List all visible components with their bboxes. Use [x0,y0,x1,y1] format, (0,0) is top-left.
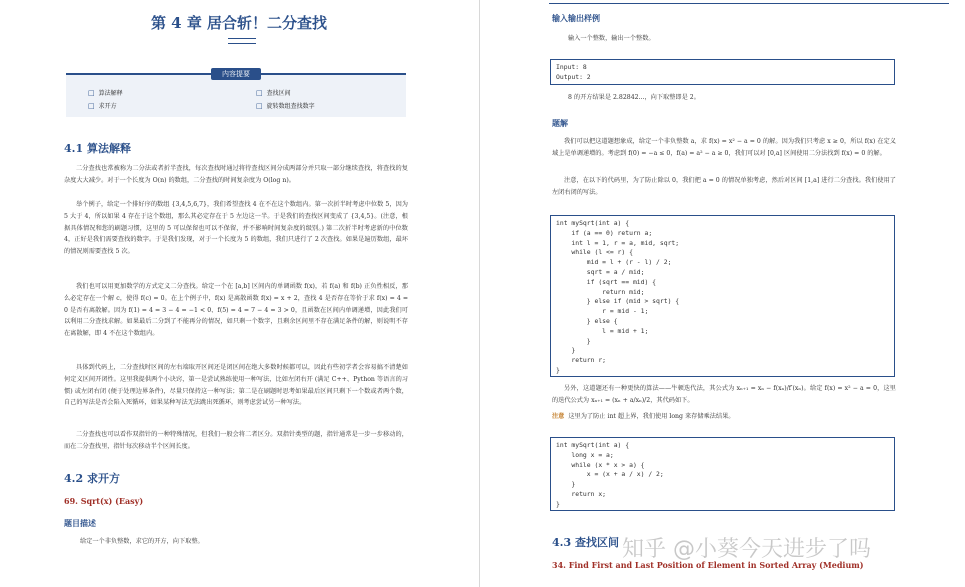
code-line: x = (x + a / x) / 2; [556,470,664,479]
contents-item: □ 算法解释 [88,88,123,97]
title-ornament [228,38,256,44]
io-example-box [550,59,895,85]
note-label: 注意 [552,413,565,420]
left-page [0,0,478,587]
code-line: r = mid - 1; [556,307,649,316]
problem-description: 给定一个非负整数，求它的开方，向下取整。 [80,538,204,545]
code-line: return mid; [556,287,645,296]
code-line: int l = 1, r = a, mid, sqrt; [556,238,680,247]
note-text: 这里为了防止 int 超上界，我们使用 long 来存储乘法结果。 [568,413,735,420]
sub-heading: 输入输出样例 [552,13,600,23]
contents-item: □ 旋转数组查找数字 [256,101,315,110]
problem-title: 69. Sqrt(x) (Easy) [64,496,144,506]
code-line: } [556,336,591,345]
io-text: 输入一个整数，输出一个整数。 [568,35,655,42]
contents-item: □ 求开方 [88,101,117,110]
chapter-title: 第 4 章 居合斩！二分查找 [150,14,328,32]
sub-heading: 题解 [552,118,568,128]
code-line: int mySqrt(int a) { [556,219,630,227]
code-line: long x = a; [556,450,614,459]
code-line: } else { [556,316,618,325]
watermark: 知乎 @小葵今天进步了吗 [622,537,871,562]
top-rule [549,3,949,4]
contents-item: □ 查找区间 [256,88,291,97]
code-line: return x; [556,489,607,498]
code-line: sqrt = a / mid; [556,267,645,276]
code-line: Output: 2 [556,72,591,81]
paragraph: 二分查找也常被称为二分法或者折半查找，每次查找时通过将待查找区间分成两部分并只取一部分继续查找，将查找的复杂度大大减少。对于一个长度为 O(n) 的数组，二分查找的时间复杂度为 O(log n)。 [64,165,408,184]
code-line: Input: 8 [556,63,587,71]
contents-tag: 内容提要 [211,68,261,80]
code-line: l = mid + 1; [556,326,649,335]
code-line: mid = l + (r - l) / 2; [556,258,672,267]
code-line: if (a == 0) return a; [556,228,653,237]
code-line: while (x * x > a) { [556,460,645,469]
code-line: if (sqrt == mid) { [556,277,657,286]
code-line: } else if (mid > sqrt) { [556,297,680,306]
code-block-binary-search [550,215,895,377]
code-line: } [556,365,560,374]
right-page [479,0,965,587]
note [552,411,896,420]
paragraph: 二分查找也可以看作双指针的一种特殊情况，但我们一般会将二者区分。双指针类型的题，指针通常是一步一步移动的，而在二分查找里，指针每次移动半个区间长度。 [64,431,408,450]
code-line: int mySqrt(int a) { [556,441,630,449]
section-heading: 4.2 求开方 [64,472,120,485]
problem-title: 34. Find First and Last Position of Element in Sorted Array (Medium) [552,560,864,570]
code-line: return r; [556,356,607,365]
code-line: } [556,499,560,508]
paragraph: 注意，在以下的代码里，为了防止除以 0，我们把 a = 0 的情况单独考虑，然后对区间 [1,a] 进行二分查找。我们使用了左闭右闭的写法。 [552,177,896,196]
paragraph: 我们也可以用更加数学的方式定义二分查找。给定一个在 [a,b] 区间内的单调函数 f(x)，若 f(a) 和 f(b) 正负性相反，那么必定存在一个解 c，使得 f(c) = 0。在上个例子中，f(x) 是离散函数 f(x) = x + 2，查找 4 是否存在等价于求 f(x) = 4 = 0 是否有离散解。因为 f(1) = 4 = 3 − 4 = −1 < 0、f(5) = 4 = 7 − 4 = 3 > 0，且函数在区间内单调递增，因此我们可以利用二分查找求解。如果最后二分到了不能再分的情况，如只剩一个数字，且剩余区间里不存在满足条件的解，则说明不存在离散解，即 4 不在这个数组内。 [64,283,408,338]
paragraph: 举个例子，给定一个排好序的数组 {3,4,5,6,7}，我们希望查找 4 在不在这个数组内。第一次折半时考虑中位数 5，因为 5 大于 4，所以如果 4 存在于这个数组，那么其必定存在于 5 左边这一半。于是我们的查找区间变成了 {3,4,5}。(注意，根据具体情况和您的刷题习惯，这里的 5 可以保留也可以不保留，并不影响时间复杂度的级别。) 第二次折半时考虑新的中位数 4，正好是我们需要查找的数字。于是我们发现，对于一个长度为 5 的数组，我们只进行了 2 次查找。如果是遍历数组，最坏的情况则需要查找 5 次。 [64,201,408,256]
section-heading: 4.3 查找区间 [552,536,619,549]
sub-heading: 题目描述 [64,518,96,528]
section-heading: 4.1 算法解释 [64,142,131,155]
code-block-newton [550,437,895,511]
contents-box [66,70,406,117]
paragraph: 另外，这道题还有一种更快的算法——牛顿迭代法，其公式为 xₙ₊₁ = xₙ − f(xₙ)/f′(xₙ)。给定 f(x) = x² − a = 0，这里的迭代公式为 xₙ₊₁ = (xₙ + a/xₙ)/2，其代码如下。 [552,385,896,404]
code-line: } [556,480,576,489]
paragraph: 具体到代码上，二分查找时区间的左右端取开区间还是闭区间在绝大多数时候都可以，因此有些初学者会容易搞不清楚如何定义区间开闭性。这里我提供两个小诀窍，第一是尝试熟练使用一种写法，比如左闭右开 (满足 C++、Python 等语言的习惯) 或左闭右闭 (便于处理边界条件)，尽量只保持这一种写法；第二是在刷题时思考如果最后区间只剩下一个数或者两个数，自己的写法是否会陷入死循环，如果某种写法无法跳出死循环，则考虑尝试另一种写法。 [64,364,408,407]
code-line: while (l <= r) { [556,248,633,257]
paragraph: 我们可以把这道题想象成，给定一个非负整数 a，求 f(x) = x² − a = 0 的解。因为我们只考虑 x ≥ 0，所以 f(x) 在定义域上是单调递增的。考虑到 f(0) = −a ≤ 0，f(a) = a² − a ≥ 0，我们可以对 [0,a] 区间使用二分法找到 f(x) = 0 的解。 [552,138,896,157]
io-explanation: 8 的开方结果是 2.82842...，向下取整即是 2。 [568,94,700,101]
code-line: } [556,346,576,355]
